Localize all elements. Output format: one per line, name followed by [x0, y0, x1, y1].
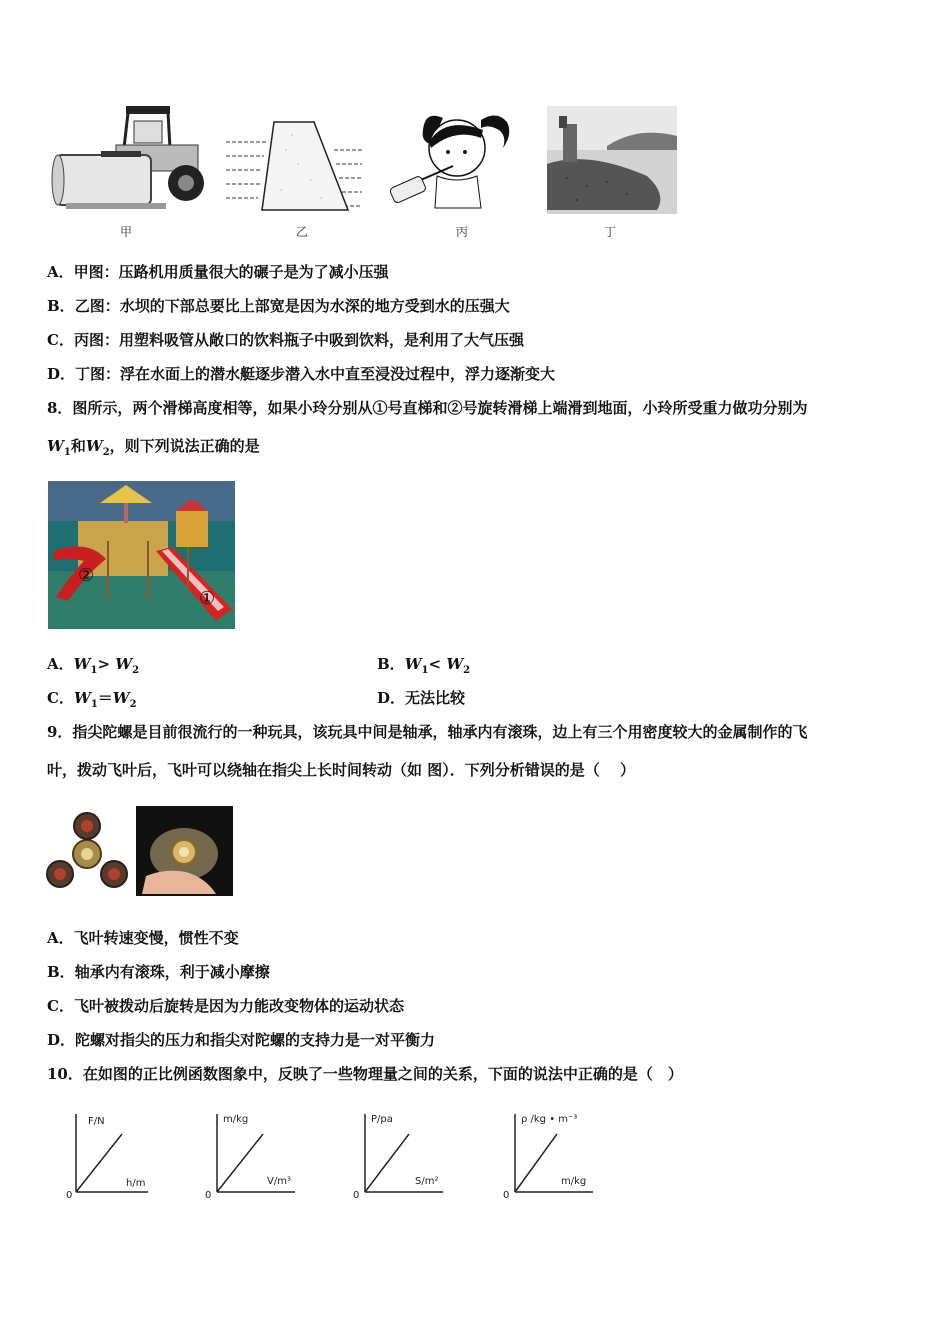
- q8-option-b[interactable]: B．$W_1< W_2$: [377, 655, 471, 676]
- graph4-origin: 0: [503, 1190, 510, 1200]
- caption-yi: 乙: [296, 225, 309, 239]
- q10-stem: 10．在如图的正比例函数图象中，反映了一些物理量之间的关系，下面的说法中正确的是（ ）: [47, 1065, 683, 1083]
- q9-stem-line2: 叶，拨动飞叶后，飞叶可以绕轴在指尖上长时间转动（如 图）．下列分析错误的是（ ）: [47, 761, 635, 779]
- q8-option-d[interactable]: D．无法比较: [377, 689, 466, 707]
- q7-option-d[interactable]: D．丁图：浮在水面上的潜水艇逐步潜入水中直至浸没过程中，浮力逐渐变大: [47, 365, 556, 383]
- graph1-ylabel: F/N: [88, 1116, 105, 1127]
- q8-stem-line2: $W_1$和$W_2$，则下列说法正确的是: [47, 437, 260, 458]
- graph1-xlabel: h/m: [126, 1178, 146, 1189]
- graph2-ylabel: m/kg: [223, 1114, 249, 1125]
- caption-ding: 丁: [604, 225, 617, 239]
- spinning-spinner-hand-image: [136, 806, 233, 896]
- dam-image: [226, 120, 362, 213]
- q9-option-a[interactable]: A．飞叶转速变慢，惯性不变: [47, 929, 239, 947]
- q9-option-b[interactable]: B．轴承内有滚珠，利于减小摩擦: [47, 963, 270, 981]
- graph3-xlabel: S/m²: [415, 1176, 439, 1187]
- road-roller-image: [46, 103, 204, 218]
- q8-stem-line1: 8．图所示，两个滑梯高度相等，如果小玲分别从①号直梯和②号旋转滑梯上端滑到地面，小玲所受重力做功分别为: [47, 399, 808, 417]
- caption-jia: 甲: [120, 225, 133, 239]
- q8-option-c[interactable]: C．$W_1=W_2$: [47, 689, 137, 710]
- slide-marker-1: ①: [199, 588, 216, 609]
- graph-m-v: [201, 1108, 301, 1200]
- submarine-image: [547, 106, 677, 214]
- graph-f-h: [62, 1108, 157, 1200]
- q8-option-a[interactable]: A．$W_1> W_2$: [47, 655, 140, 676]
- graph-rho-m: [499, 1108, 599, 1200]
- q7-option-c[interactable]: C．丙图：用塑料吸管从敞口的饮料瓶子中吸到饮料，是利用了大气压强: [47, 331, 524, 349]
- q9-stem-line1: 9．指尖陀螺是目前很流行的一种玩具，该玩具中间是轴承，轴承内有滚珠，边上有三个用密度较大的金属制作的飞: [47, 723, 808, 741]
- q7-option-a[interactable]: A．甲图：压路机用质量很大的碾子是为了减小压强: [47, 263, 389, 281]
- slide-marker-2: ②: [78, 565, 95, 586]
- q9-option-d[interactable]: D．陀螺对指尖的压力和指尖对陀螺的支持力是一对平衡力: [47, 1031, 436, 1049]
- graph4-xlabel: m/kg: [561, 1176, 587, 1187]
- girl-drinking-image: [385, 108, 519, 216]
- graph3-ylabel: P/pa: [371, 1114, 393, 1125]
- caption-bing: 丙: [456, 225, 469, 239]
- graph-p-s: [349, 1108, 449, 1200]
- graph4-ylabel: ρ /kg • m⁻³: [521, 1114, 578, 1125]
- graph1-origin: 0: [66, 1190, 73, 1200]
- q9-option-c[interactable]: C．飞叶被拨动后旋转是因为力能改变物体的运动状态: [47, 997, 404, 1015]
- fidget-spinner-image: [46, 812, 128, 892]
- graph3-origin: 0: [353, 1190, 360, 1200]
- graph2-origin: 0: [205, 1190, 212, 1200]
- graph2-xlabel: V/m³: [267, 1176, 291, 1187]
- q7-option-b[interactable]: B．乙图：水坝的下部总要比上部宽是因为水深的地方受到水的压强大: [47, 297, 510, 315]
